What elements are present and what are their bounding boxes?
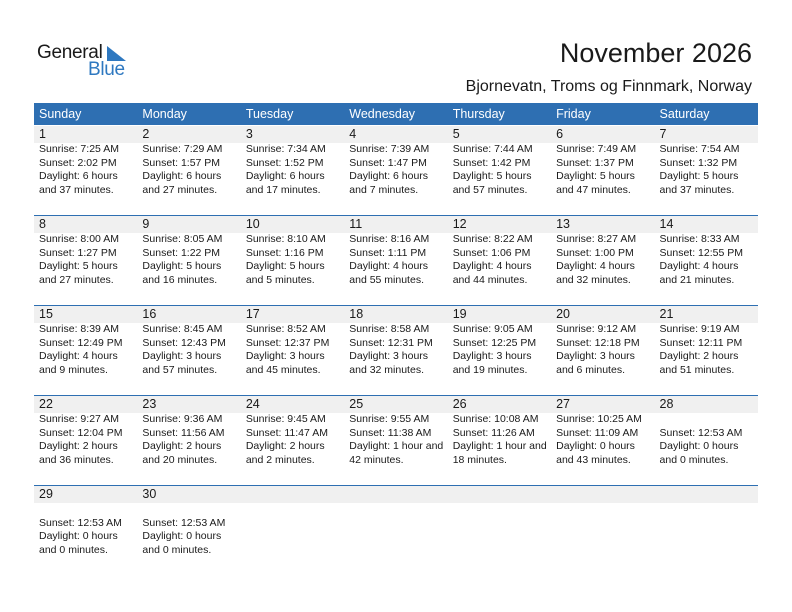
- sunrise-text: Sunrise: 8:22 AM: [452, 233, 533, 245]
- daylight-text: Daylight: 6 hours: [245, 170, 325, 182]
- daylight-minutes-text: and 21 minutes.: [659, 273, 735, 286]
- day-number: 26: [452, 397, 467, 411]
- sunrise-text: Sunrise: 9:12 AM: [556, 323, 637, 335]
- sunrise-text: Sunrise: 8:10 AM: [245, 233, 326, 245]
- week-row: [34, 485, 758, 575]
- day-number: [660, 486, 758, 503]
- daylight-minutes-text: and 37 minutes.: [659, 183, 735, 196]
- day-cell: [34, 486, 137, 557]
- sunrise-text: [39, 503, 137, 517]
- day-cell: [34, 306, 137, 377]
- week-cells: [34, 396, 758, 467]
- day-cell: [448, 396, 551, 467]
- sunset-text: Sunset: 1:42 PM: [452, 156, 531, 169]
- daylight-minutes-text: and 20 minutes.: [142, 453, 218, 466]
- sunset-text: Sunset: 11:26 AM: [452, 426, 535, 439]
- sunset-text: Sunset: 11:38 AM: [349, 426, 432, 439]
- sunrise-text: Sunrise: 9:05 AM: [452, 323, 533, 335]
- daylight-text: Daylight: 2 hours: [39, 440, 118, 452]
- day-number: [556, 486, 654, 503]
- day-number: 28: [659, 397, 674, 411]
- day-number: 3: [245, 127, 253, 141]
- day-cell: [241, 306, 344, 377]
- sunrise-text: Sunrise: 9:36 AM: [142, 413, 223, 425]
- sunset-text: Sunset: 12:53 AM: [659, 426, 743, 439]
- weekday-monday: Monday: [142, 107, 187, 121]
- day-cell: [551, 306, 654, 377]
- day-number: 11: [349, 217, 363, 231]
- daylight-text: Daylight: 2 hours: [142, 440, 222, 452]
- sunrise-text: Sunrise: 8:33 AM: [659, 233, 740, 245]
- daylight-text: Daylight: 5 hours: [245, 260, 325, 272]
- weekday-saturday: Saturday: [659, 107, 710, 121]
- weekday-thursday: Thursday: [452, 107, 505, 121]
- day-cell: [241, 216, 344, 287]
- sunset-text: Sunset: 1:16 PM: [245, 246, 324, 259]
- day-number: 21: [659, 307, 674, 321]
- daylight-minutes-text: and 27 minutes.: [142, 183, 218, 196]
- daylight-text: Daylight: 2 hours: [659, 350, 739, 362]
- sunset-text: Sunset: 11:47 AM: [245, 426, 328, 439]
- daylight-text: Daylight: 4 hours: [556, 260, 635, 272]
- week-cells: [34, 486, 758, 557]
- daylight-text: Daylight: 3 hours: [142, 350, 222, 362]
- sunset-text: Sunset: 12:37 PM: [245, 336, 330, 349]
- day-cell: [241, 396, 344, 467]
- week-row: [34, 395, 758, 485]
- daylight-text: Daylight: 0 hours: [142, 530, 222, 542]
- sunrise-text: [660, 413, 758, 427]
- daylight-minutes-text: and 17 minutes.: [245, 183, 321, 196]
- daylight-minutes-text: 18 minutes.: [452, 453, 507, 466]
- daylight-minutes-text: and 16 minutes.: [142, 273, 218, 286]
- sunrise-text: Sunrise: 8:52 AM: [245, 323, 326, 335]
- sunset-text: Sunset: 2:02 PM: [39, 156, 117, 169]
- logo-text-general: General: [37, 42, 103, 63]
- daylight-minutes-text: 42 minutes.: [349, 453, 404, 466]
- daylight-text: [660, 530, 758, 544]
- sunset-text: Sunset: 1:37 PM: [556, 156, 634, 169]
- daylight-minutes-text: [556, 544, 654, 558]
- daylight-minutes-text: and 45 minutes.: [245, 363, 321, 376]
- sunrise-text: Sunrise: 8:45 AM: [142, 323, 223, 335]
- day-number: 15: [39, 307, 53, 321]
- sunset-text: Sunset: 12:53 AM: [39, 516, 122, 529]
- day-cell: [344, 306, 447, 377]
- daylight-text: Daylight: 1 hour and: [349, 440, 444, 452]
- day-number: 8: [39, 217, 46, 231]
- daylight-text: Daylight: 5 hours: [556, 170, 635, 182]
- sunrise-text: [142, 503, 240, 517]
- brand-logo: [37, 42, 137, 82]
- weekday-tuesday: Tuesday: [245, 107, 294, 121]
- day-number: 14: [659, 217, 674, 231]
- daylight-minutes-text: and 19 minutes.: [452, 363, 528, 376]
- daylight-text: Daylight: 6 hours: [349, 170, 429, 182]
- day-cell: [137, 396, 240, 467]
- day-number: 27: [556, 397, 571, 411]
- sunset-text: [556, 517, 654, 531]
- day-cell: [655, 486, 758, 557]
- daylight-minutes-text: and 5 minutes.: [245, 273, 315, 286]
- daylight-minutes-text: and 32 minutes.: [349, 363, 424, 376]
- daylight-minutes-text: [660, 544, 758, 558]
- sunset-text: Sunset: 12:04 PM: [39, 426, 123, 439]
- daylight-text: Daylight: 0 hours: [39, 530, 118, 542]
- daylight-minutes-text: and 0 minutes.: [659, 453, 729, 466]
- sunset-text: Sunset: 12:18 PM: [556, 336, 640, 349]
- sunrise-text: Sunrise: 8:58 AM: [349, 323, 430, 335]
- week-row: [34, 125, 758, 215]
- day-number: 19: [452, 307, 467, 321]
- sunset-text: Sunset: 12:11 PM: [659, 336, 743, 349]
- daylight-text: Daylight: 3 hours: [556, 350, 635, 362]
- daylight-text: Daylight: 3 hours: [349, 350, 429, 362]
- sunrise-text: Sunrise: 9:55 AM: [349, 413, 430, 425]
- week-row: [34, 305, 758, 395]
- daylight-minutes-text: and 2 minutes.: [245, 453, 315, 466]
- daylight-text: Daylight: 4 hours: [659, 260, 739, 272]
- day-cell: [137, 216, 240, 287]
- daylight-text: [349, 530, 447, 544]
- daylight-text: Daylight: 1 hour and: [452, 440, 547, 452]
- daylight-text: Daylight: 2 hours: [245, 440, 325, 452]
- daylight-text: Daylight: 6 hours: [142, 170, 222, 182]
- week-cells: [34, 306, 758, 377]
- daylight-minutes-text: and 6 minutes.: [556, 363, 625, 376]
- sunset-text: Sunset: 1:47 PM: [349, 156, 427, 169]
- weekday-friday: Friday: [556, 107, 591, 121]
- day-number: 7: [659, 127, 667, 141]
- day-number: 4: [349, 127, 357, 141]
- daylight-minutes-text: [349, 544, 447, 558]
- day-cell: [655, 126, 758, 197]
- daylight-minutes-text: [453, 544, 551, 558]
- sunrise-text: [246, 503, 344, 517]
- day-cell: [551, 396, 654, 467]
- day-number: 22: [39, 397, 53, 411]
- daylight-minutes-text: and 55 minutes.: [349, 273, 424, 286]
- day-number: [349, 486, 447, 503]
- sunrise-text: Sunrise: 7:54 AM: [659, 143, 740, 155]
- daylight-minutes-text: and 51 minutes.: [659, 363, 735, 376]
- day-cell: [137, 486, 240, 557]
- day-number: 6: [556, 127, 564, 141]
- day-cell: [655, 306, 758, 377]
- day-cell: [448, 486, 551, 557]
- sunrise-text: Sunrise: 8:39 AM: [39, 323, 119, 335]
- day-number: 10: [245, 217, 260, 231]
- day-cell: [551, 126, 654, 197]
- daylight-text: Daylight: 4 hours: [452, 260, 532, 272]
- day-number: [246, 486, 344, 503]
- daylight-text: Daylight: 0 hours: [659, 440, 739, 452]
- page-title: November 2026: [559, 38, 752, 68]
- daylight-text: Daylight: 6 hours: [39, 170, 118, 182]
- day-number: 2: [142, 127, 150, 141]
- daylight-text: Daylight: 3 hours: [452, 350, 532, 362]
- weekday-sunday: Sunday: [39, 107, 82, 121]
- week-row: [34, 215, 758, 305]
- sunrise-text: Sunrise: 7:34 AM: [245, 143, 326, 155]
- sunset-text: Sunset: 12:49 PM: [39, 336, 123, 349]
- sunset-text: Sunset: 1:06 PM: [452, 246, 531, 259]
- sunset-text: Sunset: 1:00 PM: [556, 246, 634, 259]
- calendar-grid: [34, 103, 758, 575]
- daylight-minutes-text: and 27 minutes.: [39, 273, 114, 286]
- sunset-text: Sunset: 1:11 PM: [349, 246, 427, 259]
- day-cell: [551, 216, 654, 287]
- sunset-text: Sunset: 12:55 PM: [659, 246, 743, 259]
- sunset-text: Sunset: 11:09 AM: [556, 426, 639, 439]
- sunset-text: Sunset: 12:25 PM: [452, 336, 537, 349]
- sunrise-text: [349, 503, 447, 517]
- day-cell: [34, 126, 137, 197]
- sunset-text: Sunset: 1:22 PM: [142, 246, 221, 259]
- sunrise-text: [453, 503, 551, 517]
- daylight-minutes-text: and 9 minutes.: [39, 363, 108, 376]
- sunrise-text: Sunrise: 10:25 AM: [556, 413, 642, 425]
- daylight-minutes-text: and 44 minutes.: [452, 273, 528, 286]
- sunrise-text: Sunrise: 8:27 AM: [556, 233, 637, 245]
- day-number: 5: [452, 127, 460, 141]
- day-number: 13: [556, 217, 571, 231]
- day-cell: [344, 396, 447, 467]
- day-cell: [344, 486, 447, 557]
- weekday-wednesday: Wednesday: [349, 107, 416, 121]
- daylight-text: [246, 530, 344, 544]
- sunrise-text: Sunrise: 8:00 AM: [39, 233, 119, 245]
- day-number: 18: [349, 307, 364, 321]
- day-number: 1: [39, 127, 46, 141]
- sunset-text: Sunset: 1:27 PM: [39, 246, 117, 259]
- daylight-text: Daylight: 5 hours: [142, 260, 222, 272]
- day-number: 24: [245, 397, 260, 411]
- sunrise-text: Sunrise: 8:16 AM: [349, 233, 430, 245]
- week-cells: [34, 126, 758, 197]
- location-subtitle: Bjornevatn, Troms og Finnmark, Norway: [465, 78, 752, 95]
- weekday-header-row: [34, 103, 758, 125]
- day-number: 12: [452, 217, 467, 231]
- sunset-text: Sunset: 1:57 PM: [142, 156, 221, 169]
- day-number: 17: [245, 307, 260, 321]
- sunrise-text: Sunrise: 7:25 AM: [39, 143, 119, 155]
- daylight-text: [556, 530, 654, 544]
- daylight-text: Daylight: 3 hours: [245, 350, 325, 362]
- sunset-text: [246, 517, 344, 531]
- week-cells: [34, 216, 758, 287]
- daylight-minutes-text: and 57 minutes.: [452, 183, 528, 196]
- day-cell: [34, 396, 137, 467]
- day-number: 9: [142, 217, 150, 231]
- daylight-minutes-text: and 0 minutes.: [142, 543, 212, 556]
- day-number: 30: [142, 487, 157, 501]
- sunset-text: Sunset: 12:53 AM: [142, 516, 226, 529]
- sunrise-text: [556, 503, 654, 517]
- sunset-text: Sunset: 1:52 PM: [245, 156, 324, 169]
- sunrise-text: Sunrise: 10:08 AM: [452, 413, 539, 425]
- sunrise-text: Sunrise: 7:39 AM: [349, 143, 430, 155]
- sunset-text: [660, 517, 758, 531]
- sunrise-text: Sunrise: 7:44 AM: [452, 143, 533, 155]
- daylight-text: Daylight: 5 hours: [39, 260, 118, 272]
- day-cell: [448, 216, 551, 287]
- day-cell: [241, 126, 344, 197]
- daylight-text: Daylight: 5 hours: [452, 170, 532, 182]
- sunrise-text: Sunrise: 9:45 AM: [245, 413, 326, 425]
- day-number: 25: [349, 397, 364, 411]
- daylight-minutes-text: and 37 minutes.: [39, 183, 114, 196]
- day-number: 29: [39, 487, 53, 501]
- day-cell: [34, 216, 137, 287]
- day-cell: [344, 216, 447, 287]
- daylight-text: Daylight: 4 hours: [349, 260, 429, 272]
- daylight-text: Daylight: 4 hours: [39, 350, 118, 362]
- sunset-text: Sunset: 12:31 PM: [349, 336, 433, 349]
- day-number: 20: [556, 307, 571, 321]
- day-cell: [448, 126, 551, 197]
- daylight-text: [453, 530, 551, 544]
- sunset-text: [349, 517, 447, 531]
- logo-text-blue: Blue: [88, 59, 125, 80]
- daylight-minutes-text: and 0 minutes.: [39, 543, 108, 556]
- sunrise-text: [660, 503, 758, 517]
- sunrise-text: Sunrise: 7:29 AM: [142, 143, 223, 155]
- daylight-minutes-text: and 47 minutes.: [556, 183, 631, 196]
- sunset-text: Sunset: 11:56 AM: [142, 426, 225, 439]
- weeks-container: [34, 125, 758, 575]
- sunrise-text: Sunrise: 9:19 AM: [659, 323, 740, 335]
- day-number: 23: [142, 397, 157, 411]
- day-cell: [655, 396, 758, 467]
- daylight-minutes-text: and 57 minutes.: [142, 363, 218, 376]
- daylight-minutes-text: and 32 minutes.: [556, 273, 631, 286]
- daylight-minutes-text: and 7 minutes.: [349, 183, 419, 196]
- day-cell: [551, 486, 654, 557]
- sunset-text: Sunset: 12:43 PM: [142, 336, 226, 349]
- day-cell: [655, 216, 758, 287]
- sunrise-text: Sunrise: 8:05 AM: [142, 233, 223, 245]
- day-number: 16: [142, 307, 157, 321]
- day-cell: [137, 306, 240, 377]
- day-cell: [448, 306, 551, 377]
- day-number: [453, 486, 551, 503]
- day-cell: [137, 126, 240, 197]
- sunrise-text: Sunrise: 9:27 AM: [39, 413, 119, 425]
- day-cell: [241, 486, 344, 557]
- sunset-text: [453, 517, 551, 531]
- sunset-text: Sunset: 1:32 PM: [659, 156, 738, 169]
- daylight-minutes-text: and 36 minutes.: [39, 453, 114, 466]
- sunrise-text: Sunrise: 7:49 AM: [556, 143, 637, 155]
- daylight-minutes-text: and 43 minutes.: [556, 453, 631, 466]
- daylight-text: Daylight: 5 hours: [659, 170, 739, 182]
- daylight-minutes-text: [246, 544, 344, 558]
- day-cell: [344, 126, 447, 197]
- daylight-text: Daylight: 0 hours: [556, 440, 635, 452]
